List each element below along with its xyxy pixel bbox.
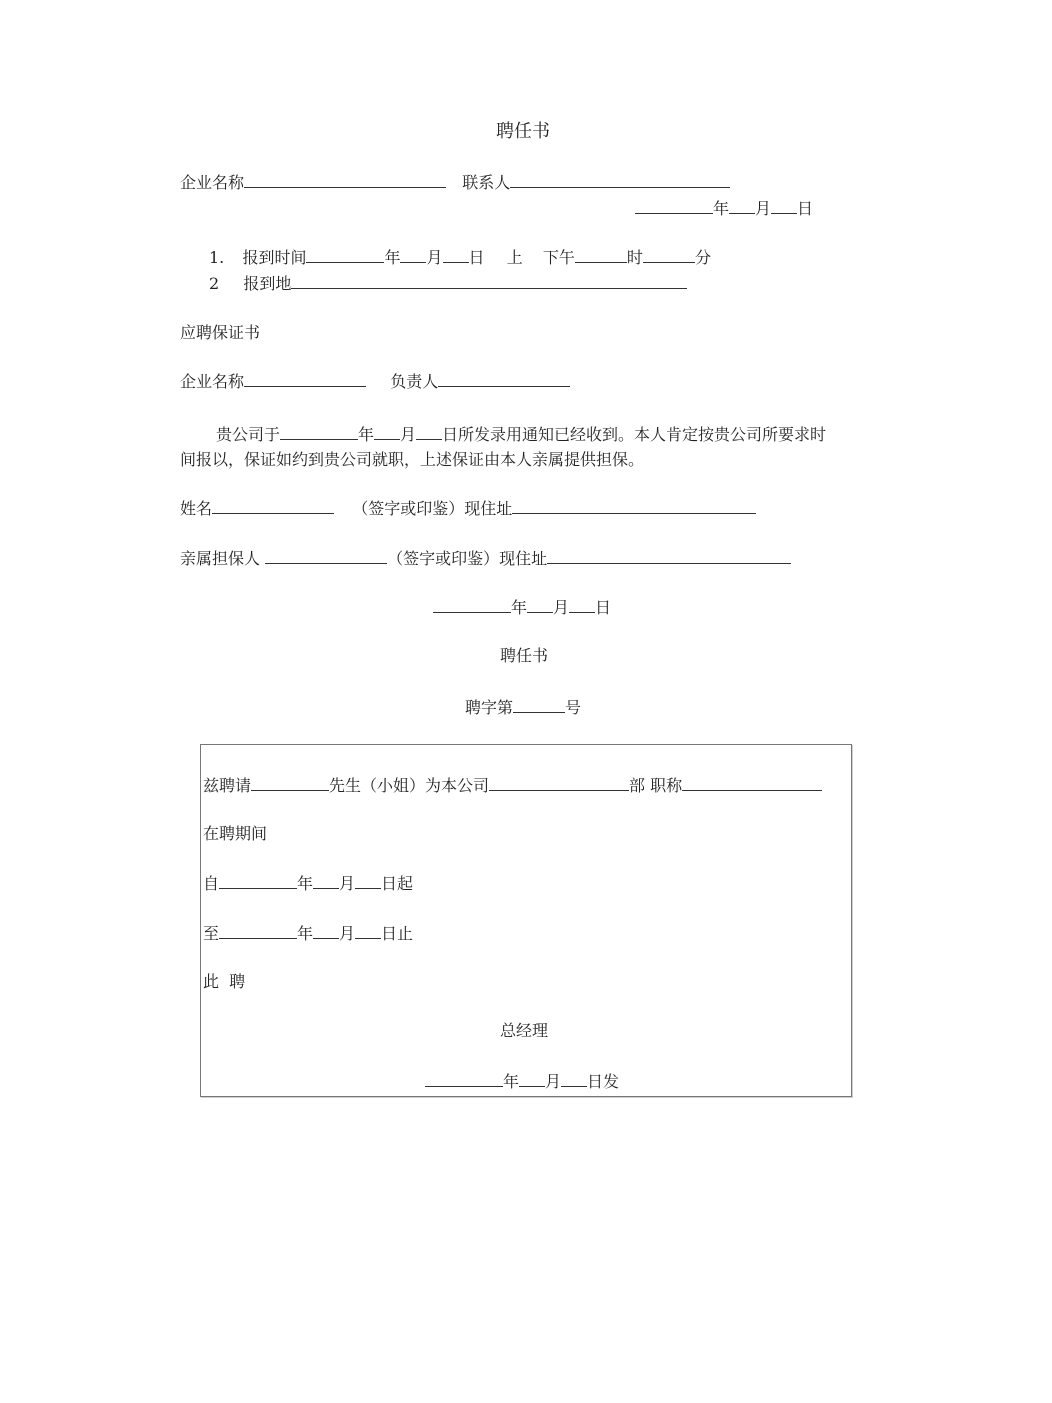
to-year-blank[interactable] <box>219 923 297 939</box>
hire-prefix: 兹聘请 <box>203 776 252 795</box>
day-blank[interactable] <box>569 597 595 613</box>
issue-date-line <box>425 1071 619 1092</box>
guarantor-line <box>180 548 791 569</box>
report-time-label: 报到时间 <box>242 248 307 267</box>
signer-label: 总经理 <box>500 1021 549 1040</box>
to-month-blank[interactable] <box>313 923 339 939</box>
guarantee-body-line1 <box>216 424 826 445</box>
from-label: 自 <box>203 874 220 893</box>
month-label: 月 <box>755 199 772 218</box>
from-date-line <box>203 873 413 894</box>
appointment-title: 聘任书 <box>500 646 549 665</box>
sign-address-label: （签字或印鉴）现住址 <box>352 499 513 518</box>
year-label: 年 <box>511 598 528 617</box>
am-label: 上 <box>506 248 523 267</box>
body-prefix: 贵公司于 <box>216 425 281 444</box>
dept-blank[interactable] <box>489 775 629 791</box>
guarantor-address-blank[interactable] <box>547 548 791 564</box>
job-title-label: 职称 <box>650 776 683 795</box>
company-label: 企业名称 <box>180 372 245 391</box>
report-place-line <box>209 273 687 294</box>
company-blank[interactable] <box>244 172 446 188</box>
company-blank[interactable] <box>244 371 366 387</box>
month-label: 月 <box>553 598 570 617</box>
leader-label: 负责人 <box>390 372 439 391</box>
day-label: 日 <box>595 598 612 617</box>
day-label: 日 <box>468 248 485 267</box>
closing-text: 此 聘 <box>203 972 246 991</box>
report-place-blank[interactable] <box>291 273 687 289</box>
from-year-blank[interactable] <box>219 873 297 889</box>
guarantor-blank[interactable] <box>265 548 387 564</box>
report-month-blank[interactable] <box>400 247 426 263</box>
day-blank[interactable] <box>771 198 797 214</box>
issue-end-label: 日发 <box>587 1072 620 1091</box>
address-blank[interactable] <box>512 498 756 514</box>
number-blank[interactable] <box>513 697 565 713</box>
issue-month-blank[interactable] <box>519 1071 545 1087</box>
issue-day-blank[interactable] <box>561 1071 587 1087</box>
year-label: 年 <box>358 425 375 444</box>
month-label: 月 <box>339 924 356 943</box>
notice-date-line <box>635 198 813 219</box>
pm-label: 下午 <box>542 248 575 267</box>
job-title-blank[interactable] <box>682 775 822 791</box>
hire-name-blank[interactable] <box>251 775 329 791</box>
appointment-number-line <box>465 697 581 718</box>
body-suffix: 日所发录用通知已经收到。本人肯定按贵公司所要求时 <box>442 425 827 444</box>
leader-blank[interactable] <box>438 371 570 387</box>
guarantee-company-line <box>180 371 570 392</box>
to-end-label: 日止 <box>381 924 414 943</box>
number-prefix: 聘字第 <box>465 698 514 717</box>
issue-year-blank[interactable] <box>425 1071 503 1087</box>
sign-address-label: （签字或印鉴）现住址 <box>387 549 548 568</box>
year-label: 年 <box>297 874 314 893</box>
year-label: 年 <box>713 199 730 218</box>
contact-label: 联系人 <box>462 173 511 192</box>
guarantee-heading: 应聘保证书 <box>180 323 261 342</box>
month-blank[interactable] <box>729 198 755 214</box>
period-label: 在聘期间 <box>203 824 268 843</box>
to-label: 至 <box>203 924 220 943</box>
applicant-name-line <box>180 498 756 519</box>
document-title: 聘任书 <box>496 121 550 142</box>
body-month-blank[interactable] <box>374 424 400 440</box>
month-label: 月 <box>339 874 356 893</box>
from-end-label: 日起 <box>381 874 414 893</box>
guarantee-body-line2: 间报以，保证如约到贵公司就职，上述保证由本人亲属提供担保。 <box>180 450 645 469</box>
hour-blank[interactable] <box>575 247 627 263</box>
company-contact-line <box>180 172 730 193</box>
month-label: 月 <box>545 1072 562 1091</box>
report-time-line <box>209 247 711 268</box>
guarantee-date-line <box>433 597 611 618</box>
report-place-label: 报到地 <box>243 274 292 293</box>
year-label: 年 <box>384 248 401 267</box>
contact-blank[interactable] <box>510 172 730 188</box>
report-day-blank[interactable] <box>443 247 469 263</box>
month-label: 月 <box>400 425 417 444</box>
appointment-box <box>200 744 852 1097</box>
to-day-blank[interactable] <box>355 923 381 939</box>
from-month-blank[interactable] <box>313 873 339 889</box>
item2-number: 2 <box>209 274 220 293</box>
name-blank[interactable] <box>212 498 334 514</box>
hire-line <box>203 775 822 796</box>
from-day-blank[interactable] <box>355 873 381 889</box>
year-label: 年 <box>503 1072 520 1091</box>
company-label: 企业名称 <box>180 173 245 192</box>
guarantor-label: 亲属担保人 <box>180 549 261 568</box>
hour-label: 时 <box>626 248 643 267</box>
name-label: 姓名 <box>180 499 213 518</box>
mr-ms-label: 先生（小姐）为本公司 <box>329 776 490 795</box>
day-label: 日 <box>797 199 814 218</box>
year-blank[interactable] <box>635 198 713 214</box>
year-blank[interactable] <box>433 597 511 613</box>
minute-blank[interactable] <box>643 247 695 263</box>
month-label: 月 <box>426 248 443 267</box>
dept-label: 部 <box>629 776 646 795</box>
year-label: 年 <box>297 924 314 943</box>
number-suffix: 号 <box>565 698 582 717</box>
report-year-blank[interactable] <box>306 247 384 263</box>
month-blank[interactable] <box>527 597 553 613</box>
to-date-line <box>203 923 413 944</box>
minute-label: 分 <box>694 248 711 267</box>
body-year-blank[interactable] <box>280 424 358 440</box>
item1-number: 1. <box>209 248 225 267</box>
body-day-blank[interactable] <box>416 424 442 440</box>
